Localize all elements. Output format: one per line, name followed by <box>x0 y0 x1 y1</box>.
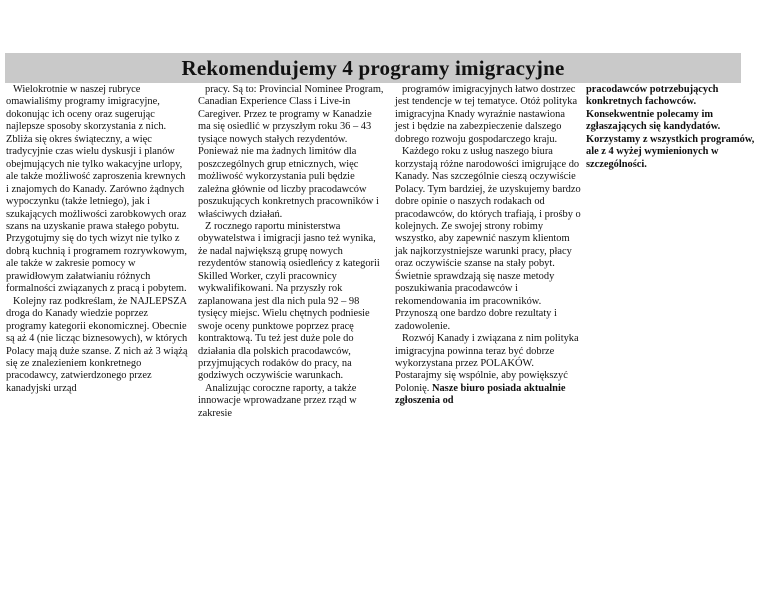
column-2 <box>198 84 385 420</box>
title-banner <box>5 53 741 83</box>
paragraph: Analizując coroczne raporty, a także innowacje wprowadzane przez rząd w zakresie <box>198 382 357 419</box>
paragraph: pracy. Są to: Provincial Nominee Program, Canadian Experience Class i Live-in Caregiver. Przez te programy w Kanadzie ma się osiedlić w przyszłym roku 36 – 43 tysiące nowych stałych rezydentów. Ponieważ nie ma żadnych limitów dla poszczególnych grup etnicznych, więc możliwość wykorzystania puli będzie zależna głównie od liczby pracodawców poszukujących konkretnych pracowników i właściwych działań. <box>198 84 384 220</box>
article-title: Rekomendujemy 4 programy imigracyjne <box>181 55 565 80</box>
column-4 <box>586 84 762 171</box>
paragraph: pracodawców potrzebujących konkretnych fachowców. Konsekwentnie polecamy im zgłaszających się kandydatów. Korzystamy z wszystkich programów, ale z 4 wyżej wymienionych w szczególności. <box>586 84 755 170</box>
paragraph <box>395 333 581 408</box>
paragraph: Wielokrotnie w naszej rubryce omawialiśmy programy imigracyjne, dokonując ich oceny oraz sugerując najlepsze sposoby skorzystania z nich. Zbliża się okres świąteczny, a więc tradycyjnie czas wielu dyskusji i planów obejmujących nie tylko wakacyjne urlopy, ale także możliwość zaproszenia krewnych i znajomych do Kanady. Zarówno żądnych wypoczynku (także letniego), jak i szukających możliwości zarobkowych oraz szans na uzyskanie prawa stałego pobytu. Przygotujmy się do tych wizyt nie tylko z dobrą kuchnią i programem rozrywkowym, ale także w zakresie pomocy w prawidłowym załatwianiu różnych formalności związanych z pracą i pobytem. <box>6 84 187 295</box>
paragraph: Z rocznego raportu ministerstwa obywatelstwa i imigracji jasno też wynika, że nadal największą grupę nowych rezydentów stanowią osiedleńcy z kategorii Skilled Worker, czyli pracownicy wykwalifikowani. Na przyszły rok zaplanowana jest dla nich pula 92 – 98 tysięcy miejsc. Wielu chętnych podniesie swoje oceny punktowe poprzez pracę kontraktową. Tu też jest duże pole do działania dla polskich pracodawców, przyjmujących rodaków do pracy, na godziwych oczywiście warunkach. <box>198 220 380 382</box>
paragraph-text: Rozwój Kanady i związana z nim polityka imigracyjna powinna teraz być dobrze wykorzystana przez POLAKÓW. Postarajmy się wspólnie, aby powiększyć Polonię. <box>395 333 579 394</box>
bold-tail: Nasze biuro posiada aktualnie zgłoszenia od <box>395 382 566 407</box>
paragraph: Kolejny raz podkreślam, że NAJLEPSZA droga do Kanady wiedzie poprzez programy kategorii ekonomicznej. Obecnie są aż 4 (nie licząc biznesowych), w których Polacy mają duże szanse. Z nich aż 3 wiążą się ze znalezieniem konkretnego pracodawcy, zatwierdzonego przez kanadyjski urząd <box>6 295 188 394</box>
column-3 <box>395 84 581 408</box>
paragraph: Każdego roku z usług naszego biura korzystają różne narodowości imigrujące do Kanady. Nas szczególnie cieszą oczywiście Polacy. Tym bardziej, że uzyskujemy bardzo dobre opinie o naszych rodakach od pracodawców, do których trafiają, i prośby o kolejnych. Ze swojej strony robimy wszystko, aby zapewnić naszym klientom jak najkorzystniejsze warunki pracy, płacy oraz oczywiście szanse na stały pobyt. Świetnie sprawdzają się nasze metody poszukiwania pracodawców i rekomendowania im pracowników. Przynoszą one bardzo dobre rezultaty i zadowolenie. <box>395 146 581 332</box>
paragraph: programów imigracyjnych łatwo dostrzec jest tendencje w tej tematyce. Otóż polityka imigracyjna Knady wyraźnie nastawiona jest i będzie na zabezpieczenie dalszego dobrego rozwoju gospodarczego kraju. <box>395 84 578 145</box>
column-1 <box>6 84 189 395</box>
